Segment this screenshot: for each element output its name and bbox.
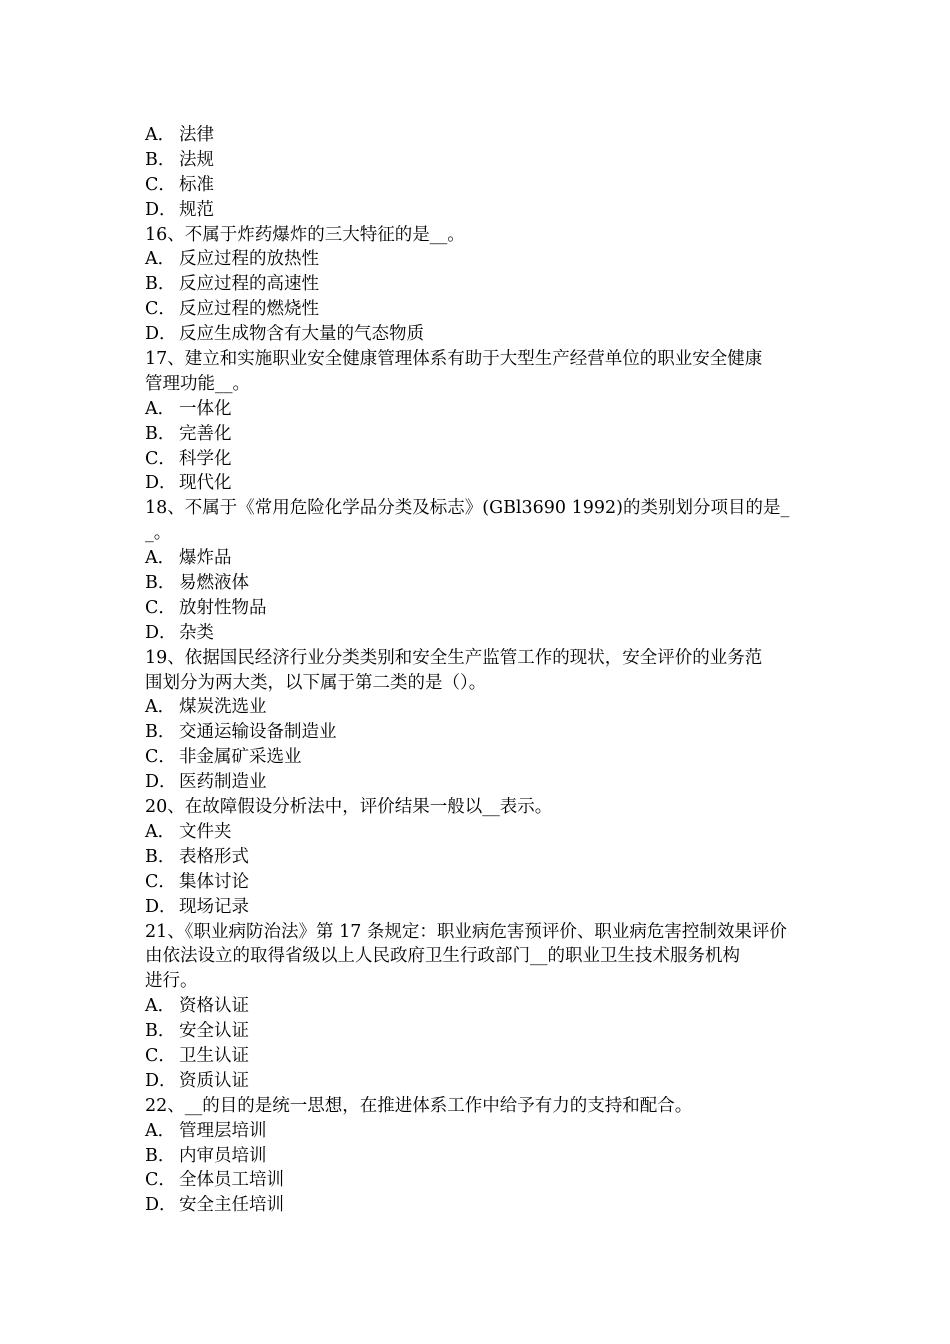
option-text: 文件夹 (179, 821, 232, 842)
answer-option (145, 571, 810, 596)
answer-option (145, 895, 810, 920)
answer-option (145, 870, 810, 895)
answer-option (145, 994, 810, 1019)
option-text: 反应生成物含有大量的气态物质 (179, 324, 424, 345)
option-letter: A． (145, 249, 176, 270)
question-text: 17、建立和实施职业安全健康管理体系有助于大型生产经营单位的职业安全健康 (145, 349, 763, 370)
option-text: 煤炭洗选业 (179, 697, 267, 718)
option-text: 安全认证 (179, 1021, 249, 1042)
question-text: 21、《职业病防治法》第 17 条规定：职业病危害预评价、职业病危害控制效果评价 (145, 921, 787, 942)
option-letter: A． (145, 821, 176, 842)
question-text: 进行。 (145, 971, 198, 992)
answer-option (145, 720, 810, 745)
answer-option (145, 397, 810, 422)
option-text: 安全主任培训 (179, 1195, 284, 1216)
answer-option (145, 770, 810, 795)
answer-option (145, 422, 810, 447)
answer-option (145, 272, 810, 297)
question-text: 管理功能__。 (145, 373, 250, 394)
question-text: 由依法设立的取得省级以上人民政府卫生行政部门__的职业卫生技术服务机构 (145, 946, 740, 967)
option-letter: C． (145, 597, 176, 618)
option-text: 非金属矿采选业 (179, 747, 302, 768)
option-letter: A． (145, 398, 176, 419)
answer-option (145, 1144, 810, 1169)
answer-option (145, 1019, 810, 1044)
option-text: 医药制造业 (179, 772, 267, 793)
option-letter: D． (145, 622, 177, 643)
question-text: _。 (145, 523, 172, 544)
option-letter: C． (145, 747, 176, 768)
answer-option (145, 148, 810, 173)
question-text: 22、__的目的是统一思想，在推进体系工作中给予有力的支持和配合。 (145, 1095, 693, 1116)
option-text: 爆炸品 (179, 548, 232, 569)
option-text: 全体员工培训 (179, 1170, 284, 1191)
option-letter: B． (145, 846, 176, 867)
question-text: 18、不属于《常用危险化学品分类及标志》(GBl3690 1992)的类别划分项目的是_ (145, 498, 790, 519)
option-letter: D． (145, 1070, 177, 1091)
option-letter: A． (145, 548, 176, 569)
option-letter: D． (145, 473, 177, 494)
option-letter: B． (145, 149, 176, 170)
answer-option (145, 596, 810, 621)
option-text: 反应过程的燃烧性 (179, 299, 319, 320)
answer-option (145, 322, 810, 347)
option-text: 交通运输设备制造业 (179, 722, 337, 743)
option-text: 资格认证 (179, 996, 249, 1017)
question-text: 19、依据国民经济行业分类类别和安全生产监管工作的现状，安全评价的业务范 (145, 647, 763, 668)
answer-option (145, 1069, 810, 1094)
option-text: 集体讨论 (179, 871, 249, 892)
option-text: 规范 (179, 199, 214, 220)
option-text: 法规 (179, 149, 214, 170)
option-text: 卫生认证 (179, 1045, 249, 1066)
answer-option (145, 297, 810, 322)
option-text: 管理层培训 (179, 1120, 267, 1141)
option-letter: D． (145, 896, 177, 917)
answer-option (145, 820, 810, 845)
answer-option (145, 123, 810, 148)
option-letter: C． (145, 871, 176, 892)
option-letter: D． (145, 324, 177, 345)
answer-option (145, 173, 810, 198)
option-letter: C． (145, 174, 176, 195)
option-text: 科学化 (179, 448, 232, 469)
option-letter: C． (145, 448, 176, 469)
option-text: 易燃液体 (179, 573, 249, 594)
option-text: 表格形式 (179, 846, 249, 867)
option-text: 法律 (179, 125, 214, 145)
option-text: 现场记录 (179, 896, 249, 917)
option-text: 现代化 (179, 473, 232, 494)
answer-option (145, 745, 810, 770)
option-text: 标准 (179, 174, 214, 195)
answer-option (145, 621, 810, 646)
answer-option (145, 1168, 810, 1193)
answer-option (145, 845, 810, 870)
option-letter: C． (145, 1170, 176, 1191)
answer-option (145, 247, 810, 272)
option-letter: B． (145, 722, 176, 743)
question-text: 16、不属于炸药爆炸的三大特征的是__。 (145, 224, 465, 245)
option-text: 反应过程的高速性 (179, 274, 319, 295)
option-letter: D． (145, 199, 177, 220)
answer-option (145, 1119, 810, 1144)
answer-option (145, 695, 810, 720)
question-text: 20、在故障假设分析法中，评价结果一般以__表示。 (145, 797, 553, 818)
document-page (145, 123, 810, 1218)
option-text: 完善化 (179, 423, 232, 444)
question-text: 围划分为两大类，以下属于第二类的是（）。 (145, 672, 487, 693)
option-letter: C． (145, 1045, 176, 1066)
option-letter: D． (145, 1195, 177, 1216)
option-letter: B． (145, 423, 176, 444)
option-letter: A． (145, 125, 176, 145)
answer-option (145, 546, 810, 571)
option-letter: B． (145, 274, 176, 295)
option-text: 资质认证 (179, 1070, 249, 1091)
answer-option (145, 198, 810, 223)
option-text: 一体化 (179, 398, 232, 419)
option-letter: C． (145, 299, 176, 320)
option-letter: A． (145, 1120, 176, 1141)
answer-option (145, 1044, 810, 1069)
answer-option (145, 471, 810, 496)
option-text: 反应过程的放热性 (179, 249, 319, 270)
option-letter: A． (145, 697, 176, 718)
option-text: 放射性物品 (179, 597, 267, 618)
option-letter: B． (145, 1145, 176, 1166)
option-letter: B． (145, 573, 176, 594)
option-text: 杂类 (179, 622, 214, 643)
answer-option (145, 1193, 810, 1218)
option-letter: D． (145, 772, 177, 793)
option-letter: A． (145, 996, 176, 1017)
option-text: 内审员培训 (179, 1145, 267, 1166)
answer-option (145, 447, 810, 472)
option-letter: B． (145, 1021, 176, 1042)
